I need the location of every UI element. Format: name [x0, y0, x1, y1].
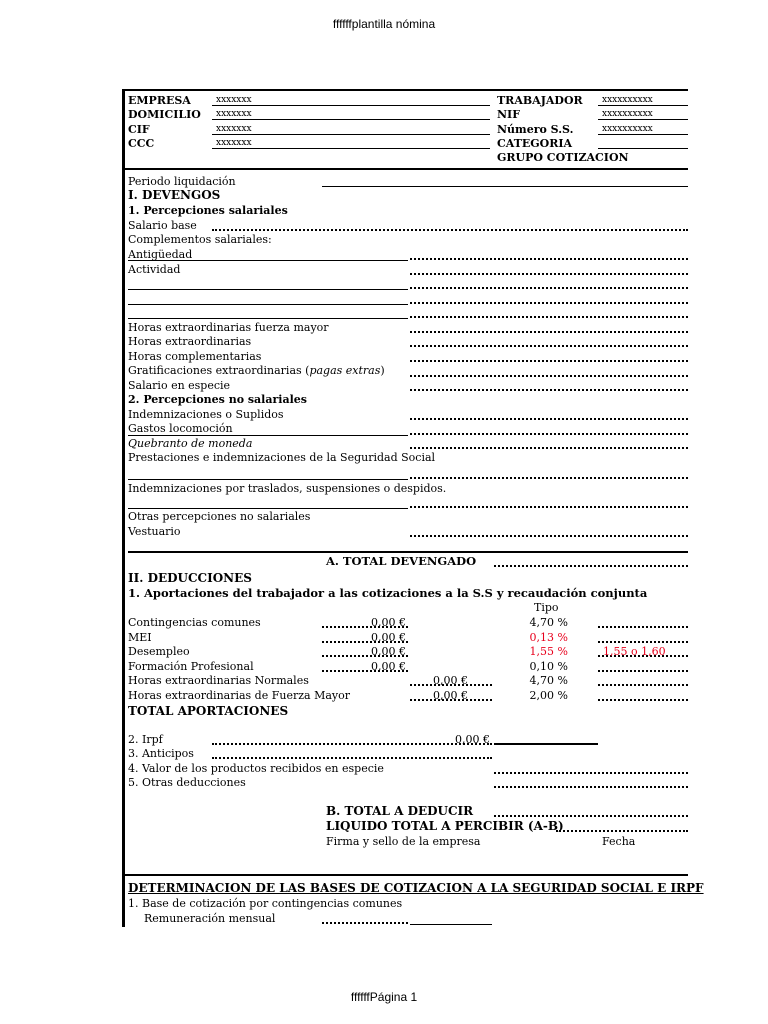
- prestaciones-label: Prestaciones e indemnizaciones de la Seguridad Social: [128, 451, 436, 464]
- especie-label: Salario en especie: [128, 379, 231, 392]
- aportacion-result-line[interactable]: [598, 641, 688, 643]
- locomocion-underline: [128, 435, 408, 436]
- grupo-label: GRUPO COTIZACION: [497, 151, 629, 164]
- page-footer: ffffffPágina 1: [350, 990, 418, 1004]
- blank-row-3-line[interactable]: [410, 316, 688, 318]
- gratif-italic: pagas extras: [309, 364, 381, 377]
- total-deducir-line[interactable]: [494, 815, 688, 817]
- especie-line[interactable]: [410, 389, 688, 391]
- otras-deducciones-label: 5. Otras deducciones: [128, 776, 246, 789]
- aportaciones-title: 1. Aportaciones del trabajador a las cotizaciones a la S.S y recaudación conjunta: [128, 586, 648, 600]
- gratif-text: Gratificaciones extraordinarias (: [128, 364, 310, 377]
- gratif-close: ): [380, 364, 385, 377]
- salario-base-line[interactable]: [212, 229, 688, 231]
- ccc-value[interactable]: xxxxxxx: [216, 138, 252, 148]
- blank-row-1-line[interactable]: [410, 287, 688, 289]
- aportacion-result-line[interactable]: [598, 684, 688, 686]
- prestaciones-line[interactable]: [410, 477, 688, 479]
- traslados-line[interactable]: [410, 506, 688, 508]
- indemnizaciones-line[interactable]: [410, 418, 688, 420]
- cif-value[interactable]: xxxxxxx: [216, 124, 252, 134]
- blank-row-1[interactable]: [128, 289, 408, 290]
- horas-fuerza-line[interactable]: [410, 331, 688, 333]
- salario-base-label: Salario base: [128, 219, 197, 232]
- empresa-label: EMPRESA: [128, 94, 191, 107]
- aportacion-tipo: 1,55 %: [529, 645, 568, 658]
- complementos-label: Complementos salariales:: [128, 233, 272, 246]
- locomocion-line[interactable]: [410, 433, 688, 435]
- traslados-underline: [128, 508, 408, 509]
- irpf-amount: 0,00 €: [455, 733, 490, 746]
- domicilio-label: DOMICILIO: [128, 108, 201, 121]
- fecha-label: Fecha: [602, 835, 636, 848]
- liquido-label: LIQUIDO TOTAL A PERCIBIR (A-B): [326, 819, 564, 833]
- remuneracion-line[interactable]: [322, 922, 408, 924]
- irpf-result-line[interactable]: [494, 743, 598, 745]
- aportacion-tipo: 0,13 %: [529, 631, 568, 644]
- aportacion-amount: 0,00 €: [433, 674, 468, 687]
- aportacion-tipo: 4,70 %: [529, 616, 568, 629]
- trabajador-label: TRABAJADOR: [497, 94, 583, 107]
- aportacion-label: Horas extraordinarias Normales: [128, 674, 309, 687]
- domicilio-line: [212, 119, 490, 120]
- body-bottom-line: [122, 874, 688, 876]
- nss-value[interactable]: xxxxxxxxxx: [602, 124, 653, 134]
- trabajador-line: [598, 105, 688, 106]
- remuneracion-solid[interactable]: [410, 924, 492, 925]
- horas-fuerza-label: Horas extraordinarias fuerza mayor: [128, 321, 329, 334]
- deducciones-title: II. DEDUCCIONES: [128, 571, 252, 585]
- ccc-line: [212, 148, 490, 149]
- firma-label: Firma y sello de la empresa: [326, 835, 481, 848]
- actividad-line[interactable]: [410, 273, 688, 275]
- anticipos-label: 3. Anticipos: [128, 747, 194, 760]
- liquido-line[interactable]: [556, 830, 688, 832]
- quebranto-label: Quebranto de moneda: [128, 437, 253, 450]
- tipo-header: Tipo: [534, 601, 559, 614]
- empresa-line: [212, 105, 490, 106]
- aportacion-label: Horas extraordinarias de Fuerza Mayor: [128, 689, 350, 702]
- aportacion-label: Formación Profesional: [128, 660, 254, 673]
- header-separator: [122, 168, 688, 170]
- antiguedad-label: Antigüedad: [128, 248, 193, 261]
- gratificaciones-label: [128, 364, 385, 377]
- valor-especie-label: 4. Valor de los productos recibidos en especie: [128, 762, 384, 775]
- aportacion-label: Desempleo: [128, 645, 190, 658]
- aportacion-result-line[interactable]: [598, 699, 688, 701]
- total-aportaciones-label: TOTAL APORTACIONES: [128, 704, 289, 718]
- aportacion-label: MEI: [128, 631, 152, 644]
- nss-label: Número S.S.: [497, 123, 574, 136]
- bases-item1: 1. Base de cotización por contingencias comunes: [128, 897, 403, 910]
- aportacion-tipo: 0,10 %: [529, 660, 568, 673]
- nif-line: [598, 119, 688, 120]
- otras-deducciones-line[interactable]: [494, 786, 688, 788]
- prestaciones-underline: [128, 479, 408, 480]
- total-devengado-line[interactable]: [494, 565, 688, 567]
- aportacion-tipo: 2,00 %: [529, 689, 568, 702]
- salariales-title: 1. Percepciones salariales: [128, 204, 288, 217]
- aportacion-result-line[interactable]: [598, 626, 688, 628]
- horas-compl-line[interactable]: [410, 360, 688, 362]
- total-deducir-label: B. TOTAL A DEDUCIR: [326, 804, 474, 818]
- periodo-line[interactable]: [322, 186, 688, 187]
- blank-row-3[interactable]: [128, 318, 408, 319]
- horas-extra-label: Horas extraordinarias: [128, 335, 252, 348]
- trabajador-value[interactable]: xxxxxxxxxx: [602, 95, 653, 105]
- aportacion-amount: 0,00 €: [433, 689, 468, 702]
- quebranto-line[interactable]: [410, 447, 688, 449]
- domicilio-value[interactable]: xxxxxxx: [216, 109, 252, 119]
- periodo-label: Periodo liquidación: [128, 175, 236, 188]
- ccc-label: CCC: [128, 137, 155, 150]
- page-header: ffffffplantilla nómina: [332, 17, 436, 31]
- aportacion-result-line[interactable]: [598, 670, 688, 672]
- nss-line: [598, 134, 688, 135]
- vestuario-label: Vestuario: [128, 525, 181, 538]
- total-devengado-label: A. TOTAL DEVENGADO: [326, 554, 477, 568]
- remuneracion-label: Remuneración mensual: [144, 912, 276, 925]
- cif-line: [212, 134, 490, 135]
- aportacion-tipo: 4,70 %: [529, 674, 568, 687]
- blank-row-2-line[interactable]: [410, 302, 688, 304]
- aportacion-amount: 0,00 €: [371, 631, 406, 644]
- nif-label: NIF: [497, 108, 521, 121]
- no-salariales-title: 2. Percepciones no salariales: [128, 393, 307, 406]
- categoria-line: [598, 148, 688, 149]
- empresa-value[interactable]: xxxxxxx: [216, 95, 252, 105]
- traslados-label: Indemnizaciones por traslados, suspensiones o despidos.: [128, 482, 447, 495]
- otras-percepciones-label: Otras percepciones no salariales: [128, 510, 311, 523]
- horas-extra-line[interactable]: [410, 345, 688, 347]
- horas-compl-label: Horas complementarias: [128, 350, 262, 363]
- frame-top-line: [122, 89, 688, 91]
- vestuario-line[interactable]: [410, 535, 688, 537]
- frame-left-border: [122, 90, 125, 927]
- indemnizaciones-label: Indemnizaciones o Suplidos: [128, 408, 284, 421]
- anticipos-line[interactable]: [212, 757, 492, 759]
- nif-value[interactable]: xxxxxxxxxx: [602, 109, 653, 119]
- valor-especie-line[interactable]: [494, 772, 688, 774]
- aportacion-label: Contingencias comunes: [128, 616, 261, 629]
- aportacion-amount: 0,00 €: [371, 616, 406, 629]
- antiguedad-line[interactable]: [410, 258, 688, 260]
- aportacion-amount: 0,00 €: [371, 660, 406, 673]
- bases-title: DETERMINACION DE LAS BASES DE COTIZACION A LA SEGURIDAD SOCIAL E IRPF: [128, 881, 704, 895]
- devengos-title: I. DEVENGOS: [128, 188, 221, 202]
- irpf-label: 2. Irpf: [128, 733, 163, 746]
- blank-row-2[interactable]: [128, 304, 408, 305]
- actividad-label: Actividad: [128, 263, 181, 276]
- cif-label: CIF: [128, 123, 150, 136]
- categoria-label: CATEGORIA: [497, 137, 573, 150]
- locomocion-label: Gastos locomoción: [128, 422, 233, 435]
- aportacion-amount: 0,00 €: [371, 645, 406, 658]
- devengos-separator: [128, 551, 688, 553]
- gratificaciones-line[interactable]: [410, 375, 688, 377]
- aportacion-extra: 1,55 o 1,60: [603, 645, 666, 658]
- antiguedad-underline: [128, 260, 408, 261]
